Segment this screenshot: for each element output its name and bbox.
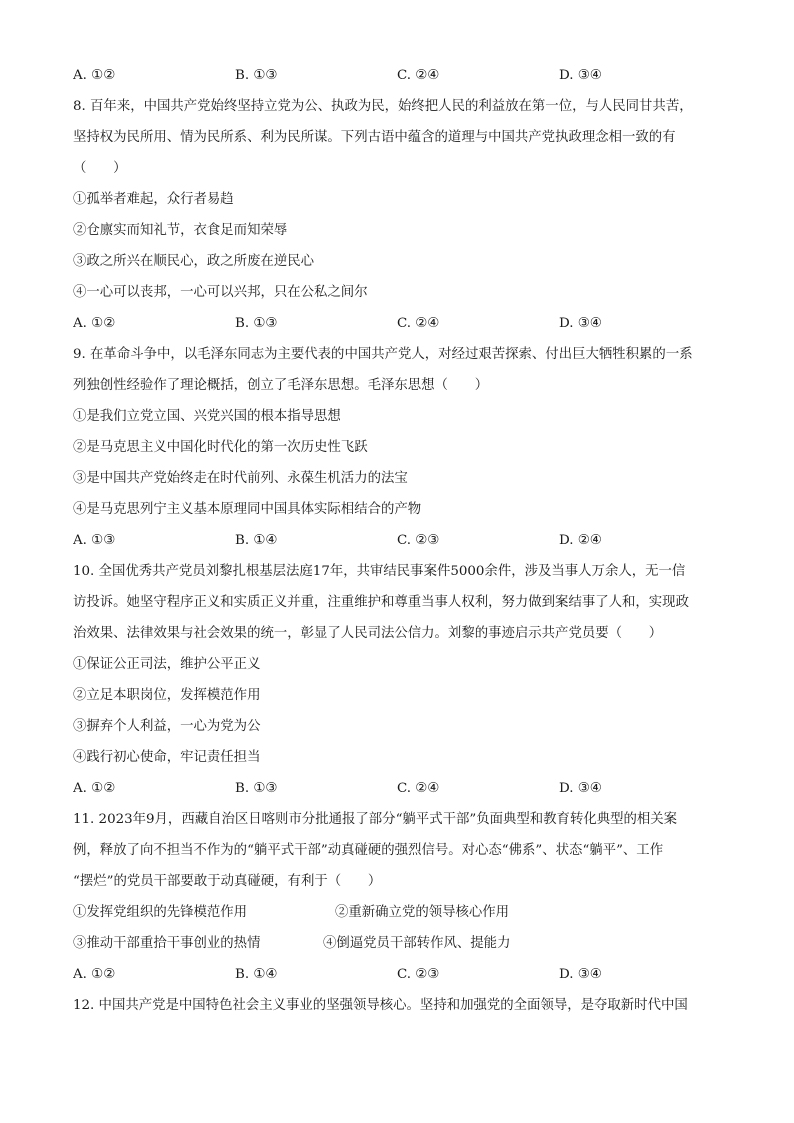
q10-options bbox=[73, 773, 723, 804]
q7-option-d: D. ③④ bbox=[559, 68, 602, 83]
q8-stem-line: 坚持权为民所用、情为民所系、利为民所谋。下列古语中蕴含的道理与中国共产党执政理念相一致的有 bbox=[73, 130, 676, 145]
q9-stem-line: 9. 在革命斗争中，以毛泽东同志为主要代表的中国共产党人，对经过艰苦探索、付出巨大牺牲积累的一系 bbox=[73, 347, 693, 362]
q10-statement: ②立足本职岗位，发挥模范作用 bbox=[73, 688, 261, 703]
q11-statement: ④倒逼党员干部转作风、提能力 bbox=[323, 936, 511, 951]
q10-option-c: C. ②④ bbox=[397, 781, 440, 796]
q8-option-a: A. ①② bbox=[73, 316, 116, 331]
q8-statement: ①孤举者难起，众行者易趋 bbox=[73, 192, 234, 207]
q11-option-d: D. ③④ bbox=[559, 967, 602, 982]
q7-option-c: C. ②④ bbox=[397, 68, 440, 83]
q9-stem-line: 列独创性经验作了理论概括，创立了毛泽东思想。毛泽东思想（ ） bbox=[73, 378, 489, 393]
q11-stem-line: “摆烂”的党员干部要敢于动真碰硬，有利于（ ） bbox=[73, 874, 382, 889]
q8-statement: ④一心可以丧邦，一心可以兴邦，只在公私之间尔 bbox=[73, 285, 368, 300]
q8-stem-line: 8. 百年来，中国共产党始终坚持立党为公、执政为民，始终把人民的利益放在第一位，与人民同甘共苦， bbox=[73, 99, 693, 114]
q11-option-c: C. ②③ bbox=[397, 967, 440, 982]
q10-option-d: D. ③④ bbox=[559, 781, 602, 796]
q11-statement: ②重新确立党的领导核心作用 bbox=[335, 905, 510, 920]
q9-option-c: C. ②③ bbox=[397, 533, 440, 548]
q9-option-b: B. ①④ bbox=[235, 533, 278, 548]
q11-option-b: B. ①④ bbox=[235, 967, 278, 982]
q11-stem-line: 11. 2023年9月，西藏自治区日喀则市分批通报了部分“躺平式干部”负面典型和教育转化典型的相关案 bbox=[73, 812, 678, 827]
q7-options bbox=[73, 60, 723, 91]
q9-option-d: D. ②④ bbox=[559, 533, 602, 548]
q7-option-b: B. ①③ bbox=[235, 68, 278, 83]
q9-option-a: A. ①③ bbox=[73, 533, 116, 548]
question-8 bbox=[73, 91, 723, 339]
q10-statement: ①保证公正司法，维护公平正义 bbox=[73, 657, 261, 672]
q8-stem-line: （ ） bbox=[73, 161, 127, 176]
exam-page bbox=[73, 60, 723, 1021]
q10-stem-line: 10. 全国优秀共产党员刘黎扎根基层法庭17年，共审结民事案件5000余件，涉及当事人万余人，无一信 bbox=[73, 564, 686, 579]
question-10 bbox=[73, 556, 723, 804]
q9-statement: ③是中国共产党始终走在时代前列、永葆生机活力的法宝 bbox=[73, 471, 408, 486]
q8-option-c: C. ②④ bbox=[397, 316, 440, 331]
q10-stem-line: 访投诉。她坚守程序正义和实质正义并重，注重维护和尊重当事人权利，努力做到案结事了人和，实现政 bbox=[73, 595, 689, 610]
q9-statement: ②是马克思主义中国化时代化的第一次历史性飞跃 bbox=[73, 440, 368, 455]
q10-option-b: B. ①③ bbox=[235, 781, 278, 796]
q11-statement: ③推动干部重拾干事创业的热情 bbox=[73, 936, 261, 951]
q11-statements-row bbox=[73, 928, 723, 959]
question-11 bbox=[73, 804, 723, 990]
q10-statement: ③摒弃个人利益，一心为党为公 bbox=[73, 719, 261, 734]
q8-options bbox=[73, 308, 723, 339]
q10-stem-line: 治效果、法律效果与社会效果的统一，彰显了人民司法公信力。刘黎的事迹启示共产党员要（ ） bbox=[73, 626, 663, 641]
q10-statement: ④践行初心使命，牢记责任担当 bbox=[73, 750, 261, 765]
q12-stem-line: 12. 中国共产党是中国特色社会主义事业的坚强领导核心。坚持和加强党的全面领导，是夺取新时代中国 bbox=[73, 998, 688, 1013]
q8-statement: ②仓廪实而知礼节，衣食足而知荣辱 bbox=[73, 223, 288, 238]
q11-stem-line: 例，释放了向不担当不作为的“躺平式干部”动真碰硬的强烈信号。对心态“佛系”、状态“躺平”、工作 bbox=[73, 843, 664, 858]
q8-statement: ③政之所兴在顺民心，政之所废在逆民心 bbox=[73, 254, 315, 269]
q9-options bbox=[73, 525, 723, 556]
q10-option-a: A. ①② bbox=[73, 781, 116, 796]
q11-statement: ①发挥党组织的先锋模范作用 bbox=[73, 905, 248, 920]
q11-statements-row bbox=[73, 897, 723, 928]
question-12 bbox=[73, 990, 723, 1021]
q11-option-a: A. ①② bbox=[73, 967, 116, 982]
q9-statement: ④是马克思列宁主义基本原理同中国具体实际相结合的产物 bbox=[73, 502, 422, 517]
question-9 bbox=[73, 339, 723, 556]
q7-option-a: A. ①② bbox=[73, 68, 116, 83]
q8-option-b: B. ①③ bbox=[235, 316, 278, 331]
q9-statement: ①是我们立党立国、兴党兴国的根本指导思想 bbox=[73, 409, 341, 424]
q11-options bbox=[73, 959, 723, 990]
q8-option-d: D. ③④ bbox=[559, 316, 602, 331]
